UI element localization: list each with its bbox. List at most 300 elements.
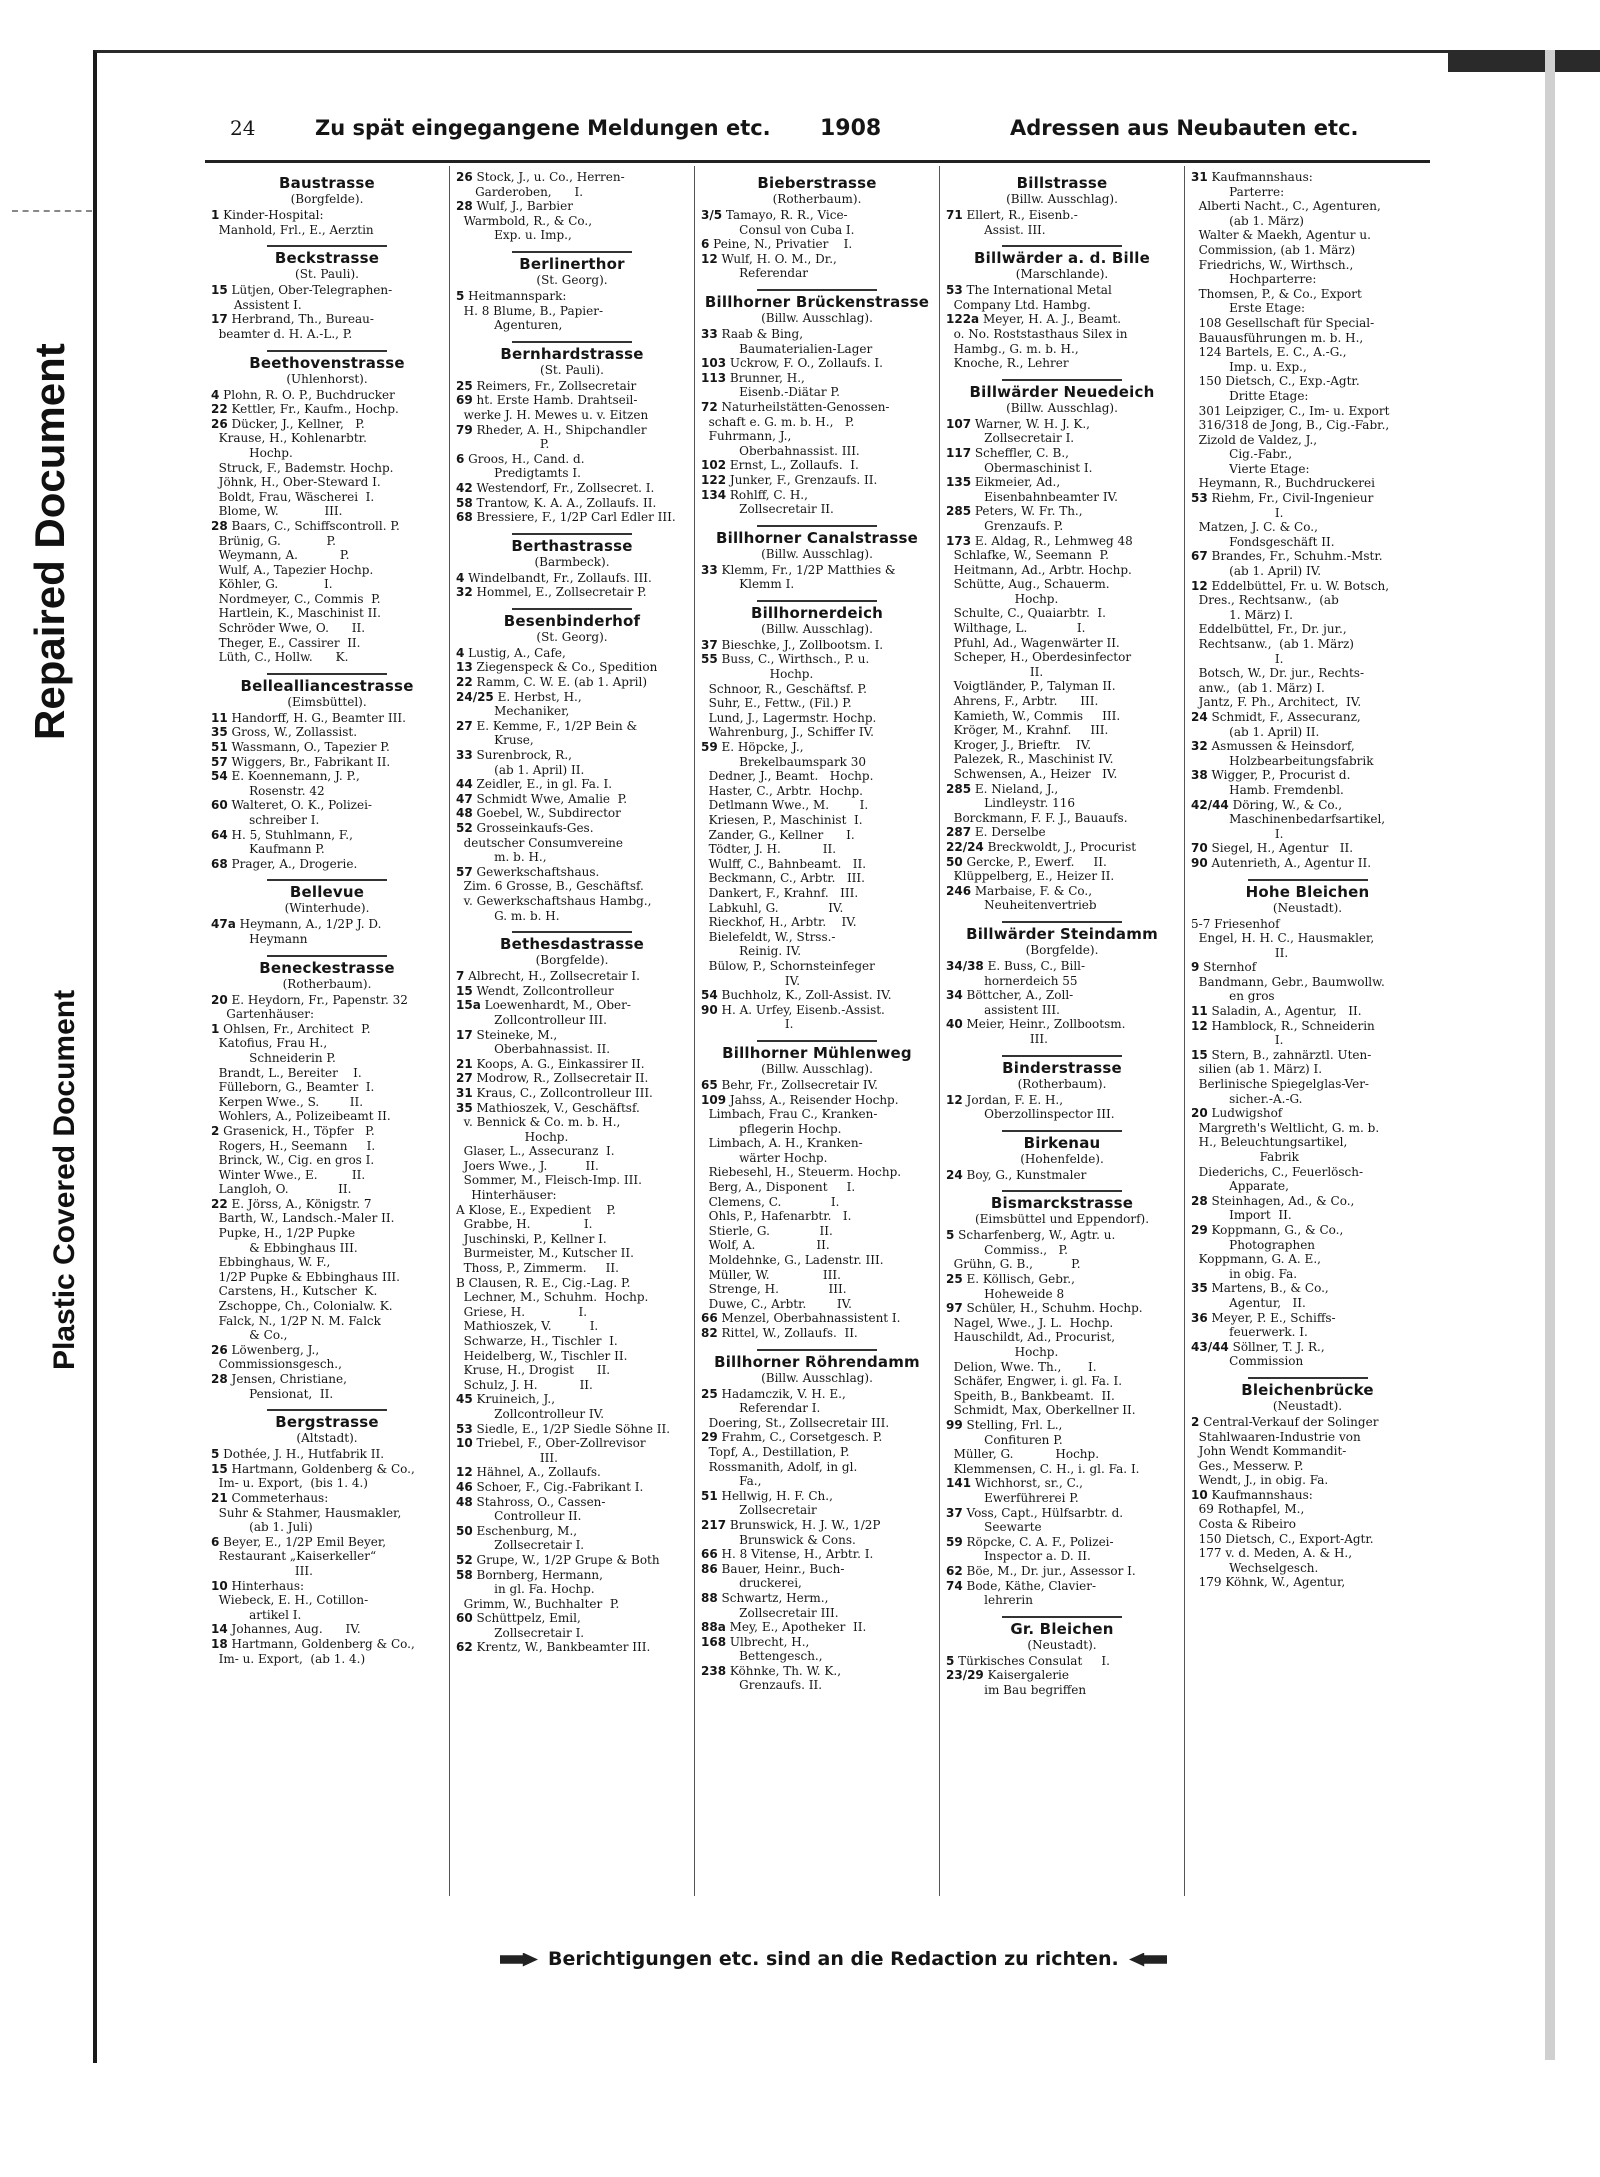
address-entry: Warmbold, R., & Co., [456,213,593,228]
address-entry: Dedner, J., Beamt. Hochp. [701,769,874,784]
address-entry: 4 Plohn, R. O. P., Buchdrucker [211,387,395,402]
column-4 [940,166,1185,1896]
address-entry: Kerpen Wwe., S. II. [211,1094,364,1109]
address-entry: Maschinenbedarfsartikel, [1191,812,1386,827]
section-divider [512,608,632,610]
house-number: 103 [701,356,727,371]
house-number: 22 [456,675,473,690]
address-entry: Rogers, H., Seemann I. [211,1138,376,1153]
address-entry: Dritte Etage: [1191,388,1309,403]
address-entry: A Klose, E., Expedient P. [456,1202,616,1217]
house-number: 58 [456,495,473,510]
address-entry: Sommer, M., Fleisch-Imp. III. [456,1173,642,1188]
house-number: 28 [211,1372,228,1386]
address-entry: 65 Behr, Fr., Zollsecretair IV. [701,1077,878,1092]
house-number: 35 [211,725,228,740]
address-entry: Fülleborn, G., Beamter I. [211,1080,375,1095]
address-entry: Weymann, A. P. [211,548,350,563]
address-entry: 24 Schmidt, F., Assecuranz, [1191,709,1361,724]
street-name: Bellevue [289,883,365,902]
address-entry: pflegerin Hochp. [701,1121,842,1136]
address-entry: Obermaschinist I. [946,460,1093,475]
house-number: 3/5 [701,208,723,222]
house-number: 68 [211,856,228,871]
address-entry: Hochparterre: [1191,272,1317,287]
address-entry: 1. März) I. [1191,607,1293,622]
address-entry: III. [456,1450,558,1465]
section-divider [757,600,877,602]
house-number: 15 [211,283,228,298]
street-name: Billhorner Mühlenweg [722,1043,912,1062]
district-name: (Borgfelde). [535,953,609,968]
house-number: 24/25 [456,689,494,704]
page-edge-top [1448,50,1600,72]
house-number: 26 [211,416,228,431]
house-number: 71 [946,208,963,222]
address-entry: 54 E. Koennemann, J. P., [211,769,360,784]
address-entry: 26 Dücker, J., Kellner, P. [211,416,365,431]
district-name: (St. Pauli). [540,362,604,377]
house-number: 5 [946,1228,955,1243]
address-entry: 42/44 Döring, W., & Co., [1191,797,1343,812]
address-entry: Rieckhof, H., Arbtr. IV. [701,915,857,930]
house-number: 54 [211,769,228,784]
address-entry: o. No. Roststasthaus Silex in [946,326,1128,341]
house-number: 62 [946,1563,963,1578]
address-entry: Consul von Cuba I. [701,222,855,237]
address-entry: Heymann [211,931,308,946]
district-name: (Hohenfelde). [1020,1151,1104,1166]
house-number: 22/24 [946,839,984,854]
address-entry: 20 Ludwigshof [1191,1106,1283,1121]
address-entry: Kruse, H., Drogist II. [456,1363,611,1378]
address-entry: 57 Gewerkschaftshaus. [456,864,600,879]
house-number: 15a [456,998,481,1013]
address-entry: 7 Albrecht, H., Zollsecretair I. [456,969,640,984]
address-entry: Dres., Rechtsanw., (ab [1191,593,1339,608]
address-entry: Lindleystr. 116 [946,796,1076,811]
address-entry: 33 Klemm, Fr., 1/2P Matthies & [701,562,896,577]
address-entry: Klüppelberg, E., Heizer II. [946,869,1115,884]
address-entry: 14 Johannes, Aug. IV. [211,1622,361,1637]
street-heading [1191,879,1424,915]
address-entry: 18 Hartmann, Goldenberg & Co., [211,1636,415,1651]
address-entry: 53 Siedle, E., 1/2P Siedle Söhne II. [456,1421,671,1436]
directory-page [200,100,1430,2000]
street-heading [701,1349,933,1385]
street-heading [211,673,443,709]
address-entry: 12 Wulf, H. O. M., Dr., [701,251,837,266]
district-name: (Eimsbüttel). [287,694,367,709]
address-entry: Diederichs, C., Feuerlösch- [1191,1164,1364,1179]
address-entry: I. [1191,651,1284,666]
footer-text: Berichtigungen etc. sind an die Redaction zu richten. [548,1948,1119,1970]
address-entry: Voigtländer, P., Talyman II. [946,679,1116,694]
address-entry: (ab 1. April) IV. [1191,564,1322,579]
address-entry: 168 Ulbrecht, H., [701,1634,810,1649]
address-entry: Hauschildt, Ad., Procurist, [946,1330,1116,1345]
address-entry: 22/24 Breckwoldt, J., Procurist [946,839,1137,854]
address-entry: 31 Kaufmannshaus: [1191,170,1313,184]
district-name: (Rotherbaum). [282,976,372,991]
address-entry: 10 Hinterhaus: [211,1578,305,1593]
address-entry: Photographen [1191,1237,1316,1252]
address-entry: Brünig, G. P. [211,533,336,548]
address-entry: 107 Warner, W. H. J. K., [946,416,1090,431]
address-entry: 26 Stock, J., u. Co., Herren- [456,170,625,184]
house-number: 50 [456,1523,473,1538]
address-entry: P. [456,437,550,452]
district-name: (Billw. Ausschlag). [761,1370,873,1385]
address-entry: Clemens, C. I. [701,1194,840,1209]
address-entry: Referendar [701,266,808,281]
house-number: 23/29 [946,1668,984,1683]
address-entry: Limbach, Frau C., Kranken- [701,1107,878,1122]
address-entry: 71 Ellert, R., Eisenb.- [946,208,1078,222]
house-number: 122a [946,312,980,327]
address-entry: Apparate, [1191,1179,1289,1194]
house-number: 34/38 [946,958,984,973]
address-entry: Wilthage, L. I. [946,621,1086,636]
house-number: 26 [211,1342,228,1357]
address-entry: Struck, F., Bademstr. Hochp. [211,460,394,475]
house-number: 64 [211,827,228,842]
house-number: 60 [456,1611,473,1626]
house-number: 1 [211,208,220,222]
pointing-hand-icon [1129,1953,1167,1967]
address-entry: anw., (ab 1. März) I. [1191,680,1325,695]
address-entry: Schütte, Aug., Schauerm. [946,577,1110,592]
district-name: (Billw. Ausschlag). [1006,192,1118,206]
address-entry: Commissionsgesch., [211,1357,342,1372]
address-entry: 177 v. d. Meden, A. & H., [1191,1546,1353,1561]
address-entry: sicher.-A.-G. [1191,1091,1303,1106]
house-number: 238 [701,1663,727,1678]
address-entry: 48 Stahross, O., Cassen- [456,1494,606,1509]
address-entry: 285 Peters, W. Fr. Th., [946,504,1083,519]
address-entry: 90 H. A. Urfey, Eisenb.-Assist. [701,1002,885,1017]
section-divider [1002,245,1122,247]
house-number: 88a [701,1620,726,1635]
house-number: 58 [456,1567,473,1582]
street-heading [211,1409,443,1445]
house-number: 10 [211,1578,228,1593]
address-entry: Assist. III. [946,222,1046,237]
address-entry: beamter d. H. A.-L., P. [211,326,353,341]
address-entry: Company Ltd. Hambg. [946,297,1091,312]
address-entry: 46 Schoer, F., Cig.-Fabrikant I. [456,1479,644,1494]
address-entry: Kruse, [456,733,534,748]
address-entry: 21 Koops, A. G., Einkassirer II. [456,1056,645,1071]
address-entry: 15 Wendt, Zollcontrolleur [456,983,614,998]
district-name: (Uhlenhorst). [286,371,368,386]
district-name: (Barmbeck). [534,554,610,569]
address-entry: 103 Uckrow, F. O., Zollaufs. I. [701,356,883,371]
address-entry: 42 Westendorf, Fr., Zollsecret. I. [456,480,655,495]
address-entry: I. [701,1017,794,1032]
address-entry: Commiss., P. [946,1242,1068,1257]
address-entry: Haster, C., Arbtr. Hochp. [701,783,863,798]
address-entry: Müller, G. Hochp. [946,1447,1100,1462]
address-entry: Import II. [1191,1208,1292,1223]
address-entry: Langloh, O. II. [211,1182,352,1197]
address-entry: Blome, W. III. [211,504,343,519]
house-number: 33 [456,748,473,763]
section-divider [512,251,632,253]
address-entry: Mechaniker, [456,704,570,719]
address-entry: in gl. Fa. Hochp. [456,1582,595,1597]
house-number: 12 [456,1465,473,1480]
address-entry: Wulf, A., Tapezier Hochp. [211,562,374,577]
address-entry: 6 Beyer, E., 1/2P Emil Beyer, [211,1534,387,1549]
address-entry: 301 Leipziger, C., Im- u. Export [1191,403,1390,418]
house-number: 59 [701,740,718,755]
house-number: 4 [456,570,465,585]
house-number: 42/44 [1191,797,1229,812]
address-entry: Assistent I. [211,297,302,312]
address-entry: Schulte, C., Quaiarbtr. I. [946,606,1106,621]
address-entry: 22 E. Jörss, A., Königstr. 7 [211,1196,372,1211]
house-number: 6 [701,237,710,252]
column-1 [205,166,450,1896]
address-entry: 58 Trantow, K. A. A., Zollaufs. II. [456,495,657,510]
address-entry: 4 Windelbandt, Fr., Zollaufs. III. [456,570,652,585]
address-entry: 246 Marbaise, F. & Co., [946,883,1093,898]
house-number: 88 [701,1590,718,1605]
address-entry: 38 Wigger, P., Procurist d. [1191,768,1351,783]
address-entry: Suhr, E., Fettw., (Fil.) P. [701,696,852,711]
address-entry: Erste Etage: [1191,301,1306,316]
address-entry: Falck, N., 1/2P N. M. Falck [211,1313,381,1328]
address-entry: III. [946,1031,1048,1046]
page-header [200,110,1430,150]
house-number: 134 [701,487,727,502]
address-entry: 88 Schwartz, Herm., [701,1590,829,1605]
footer-notice [490,1948,1177,1970]
address-entry: 50 Eschenburg, M., [456,1523,578,1538]
address-entry: 37 Voss, Capt., Hülfsarbtr. d. [946,1505,1124,1520]
address-entry: Brandt, L., Bereiter I. [211,1065,362,1080]
street-name: Baustrasse [279,174,375,192]
address-entry: 60 Walteret, O. K., Polizei- [211,798,372,813]
address-entry: 9 Sternhof [1191,960,1257,975]
house-number: 113 [701,370,727,385]
address-entry: 45 Kruineich, J., [456,1392,556,1407]
section-divider [1248,879,1368,881]
address-entry: Schwensen, A., Heizer IV. [946,767,1118,781]
section-divider [757,525,877,527]
house-number: 4 [456,645,465,660]
address-entry: (ab 1. März) [1191,213,1304,228]
address-entry: 1/2P Pupke & Ebbinghaus III. [211,1269,400,1284]
address-entry: Kroger, J., Brieftr. IV. [946,737,1092,752]
section-divider [1002,379,1122,381]
address-entry: Winter Wwe., E. II. [211,1167,366,1182]
address-entry: schaft e. G. m. b. H., P. [701,414,855,429]
address-entry: Cig.-Fabr., [1191,447,1293,462]
house-number: 37 [701,637,718,652]
address-entry: H., Beleuchtungsartikel, [1191,1135,1348,1150]
address-entry: 86 Bauer, Heinr., Buch- [701,1561,845,1576]
address-entry: Stierle, G. II. [701,1223,833,1238]
address-entry: 12 Eddelbüttel, Fr. u. W. Botsch, [1191,578,1390,593]
district-name: (Borgfelde). [290,192,364,206]
address-entry: Holzbearbeitungsfabrik [1191,753,1374,768]
street-name: Bernhardstrasse [500,344,644,363]
house-number: 15 [456,983,473,998]
address-entry: Zschoppe, Ch., Colonialw. K. [211,1299,393,1314]
house-number: 53 [946,283,963,298]
address-entry: Baumaterialien-Lager [701,341,873,356]
address-entry: Doering, St., Zollsecretair III. [701,1415,890,1430]
house-number: 12 [701,251,718,266]
address-entry: Wiebeck, E. H., Cotillon- [211,1593,369,1608]
address-entry: 4 Lustig, A., Cafe, [456,645,566,660]
address-entry: Limbach, A. H., Kranken- [701,1136,863,1151]
house-number: 24 [1191,709,1208,724]
house-number: 25 [701,1386,718,1401]
house-number: 32 [456,585,473,600]
street-heading [701,289,933,325]
address-entry: Agentur, II. [1191,1295,1306,1310]
house-number: 17 [456,1027,473,1042]
address-entry: 29 Frahm, C., Corsetgesch. P. [701,1430,883,1445]
address-entry: Kröger, M., Krahnf. III. [946,723,1109,738]
address-entry: 32 Asmussen & Heinsdorf, [1191,739,1355,754]
address-entry: Ahrens, F., Arbtr. III. [946,694,1099,709]
house-number: 42 [456,480,473,495]
address-entry: 17 Herbrand, Th., Bureau- [211,312,374,327]
house-number: 22 [211,402,228,417]
address-entry: 28 Steinhagen, Ad., & Co., [1191,1193,1355,1208]
address-entry: Klemm I. [701,577,795,592]
house-number: 2 [211,1123,220,1138]
address-entry: 55 Buss, C., Wirthsch., P. u. [701,652,870,667]
address-entry: I. [1191,1033,1284,1048]
address-entry: 25 Reimers, Fr., Zollsecretair [456,378,637,393]
district-name: (Billw. Ausschlag). [761,621,873,636]
house-number: 135 [946,475,972,490]
house-number: 38 [1191,768,1208,783]
address-entry: 135 Eikmeier, Ad., [946,475,1061,490]
address-entry: Zollsecretair III. [701,1605,839,1620]
pointing-hand-icon [500,1953,538,1967]
address-entry: Grühn, G. B., P. [946,1257,1081,1272]
address-entry: 48 Goebel, W., Subdirector [456,806,621,821]
house-number: 32 [1191,739,1208,754]
street-name: Billwärder a. d. Bille [974,249,1150,268]
address-entry: Strenge, H. III. [701,1282,847,1297]
address-entry: 51 Hellwig, H. F. Ch., [701,1488,833,1503]
address-entry: Oberzollinspector III. [946,1107,1115,1122]
house-number: 26 [456,170,473,184]
street-name: Birkenau [1023,1133,1101,1152]
district-name: (Borgfelde). [1025,942,1099,957]
address-entry: Dankert, F., Krahnf. III. [701,885,859,900]
house-number: 18 [211,1636,228,1651]
street-name: Binderstrasse [1002,1058,1122,1077]
address-entry: Fondsgeschäft II. [1191,534,1335,549]
house-number: 12 [946,1092,963,1107]
house-number: 52 [456,1552,473,1567]
address-entry: 79 Rheder, A. H., Shipchandler [456,422,647,437]
address-entry: Eisenbahnbeamter IV. [946,489,1118,504]
section-divider [267,245,387,247]
address-entry: Reinig. IV. [701,944,802,959]
address-entry: Oberbahnassist. II. [456,1042,611,1057]
house-number: 173 [946,533,972,548]
house-number: 43/44 [1191,1339,1229,1354]
address-entry: 150 Dietsch, C., Export-Agtr. [1191,1531,1374,1546]
address-entry: 17 Steineke, M., [456,1027,558,1042]
address-entry: 102 Ernst, L., Zollaufs. I. [701,458,859,473]
address-entry: Borckmann, F. F. J., Bauaufs. [946,810,1128,825]
address-entry: Schlafke, W., Seemann P. [946,548,1109,563]
address-entry: 6 Groos, H., Cand. d. [456,451,585,466]
address-entry: 34/38 E. Buss, C., Bill- [946,958,1086,973]
column-2 [450,166,695,1896]
address-entry: 287 E. Derselbe [946,825,1046,840]
address-entry: 53 Riehm, Fr., Civil-Ingenieur [1191,491,1374,506]
column-3 [695,166,940,1896]
address-entry: Referendar I. [701,1401,821,1416]
address-entry: 15 Hartmann, Goldenberg & Co., [211,1461,415,1476]
address-entry: 2 Central-Verkauf der Solinger [1191,1414,1379,1429]
address-entry: 70 Siegel, H., Agentur II. [1191,841,1354,856]
district-name: (Eimsbüttel und Eppendorf). [974,1212,1150,1227]
address-entry: 35 Mathioszek, V., Geschäftsf. [456,1100,640,1115]
house-number: 33 [701,562,718,577]
address-entry: 33 Raab & Bing, [701,326,804,341]
street-heading [946,1055,1178,1091]
street-heading [211,245,443,281]
house-number: 51 [211,740,228,755]
street-name: Besenbinderhof [503,611,641,630]
house-number: 86 [701,1561,718,1576]
house-number: 65 [701,1077,718,1092]
address-entry: II. [1191,945,1289,960]
street-heading [701,1040,933,1076]
address-entry: 57 Wiggers, Br., Fabrikant II. [211,754,391,769]
address-entry: 22 Ramm, C. W. E. (ab 1. April) [456,675,648,690]
address-entry: 29 Koppmann, G., & Co., [1191,1222,1344,1237]
street-name: Billhorner Röhrendamm [714,1352,920,1371]
street-name: Billhorner Brückenstrasse [704,292,930,311]
side-strip [0,80,95,1370]
house-number: 117 [946,445,972,460]
address-entry: Commission [1191,1354,1304,1369]
address-entry: Klemmensen, C. H., i. gl. Fa. I. [946,1461,1140,1476]
address-entry: 28 Wulf, J., Barbier [456,199,573,214]
street-heading [946,1616,1178,1652]
address-entry: Im- u. Export, (ab 1. 4.) [211,1651,366,1666]
address-entry: Matzen, J. C. & Co., [1191,520,1318,535]
address-entry: Heitmann, Ad., Arbtr. Hochp. [946,562,1132,577]
house-number: 6 [456,451,465,466]
address-entry: 97 Schüler, H., Schuhm. Hochp. [946,1301,1143,1316]
address-entry: Jöhnk, H., Ober-Steward I. [211,475,381,490]
address-entry: Ewerführerei P. [946,1490,1079,1505]
address-entry: 43/44 Söllner, T. J. R., [1191,1339,1325,1354]
address-entry: Schwarze, H., Tischler I. [456,1334,618,1348]
house-number: 57 [211,754,228,769]
address-entry: 22 Kettler, Fr., Kaufm., Hochp. [211,402,399,417]
address-entry: Suhr & Stahmer, Hausmakler, [211,1505,402,1520]
address-entry: Hochp. [456,1129,569,1144]
house-number: 53 [1191,491,1208,506]
district-name: (Billw. Ausschlag). [761,310,873,325]
house-number: 27 [456,718,473,733]
